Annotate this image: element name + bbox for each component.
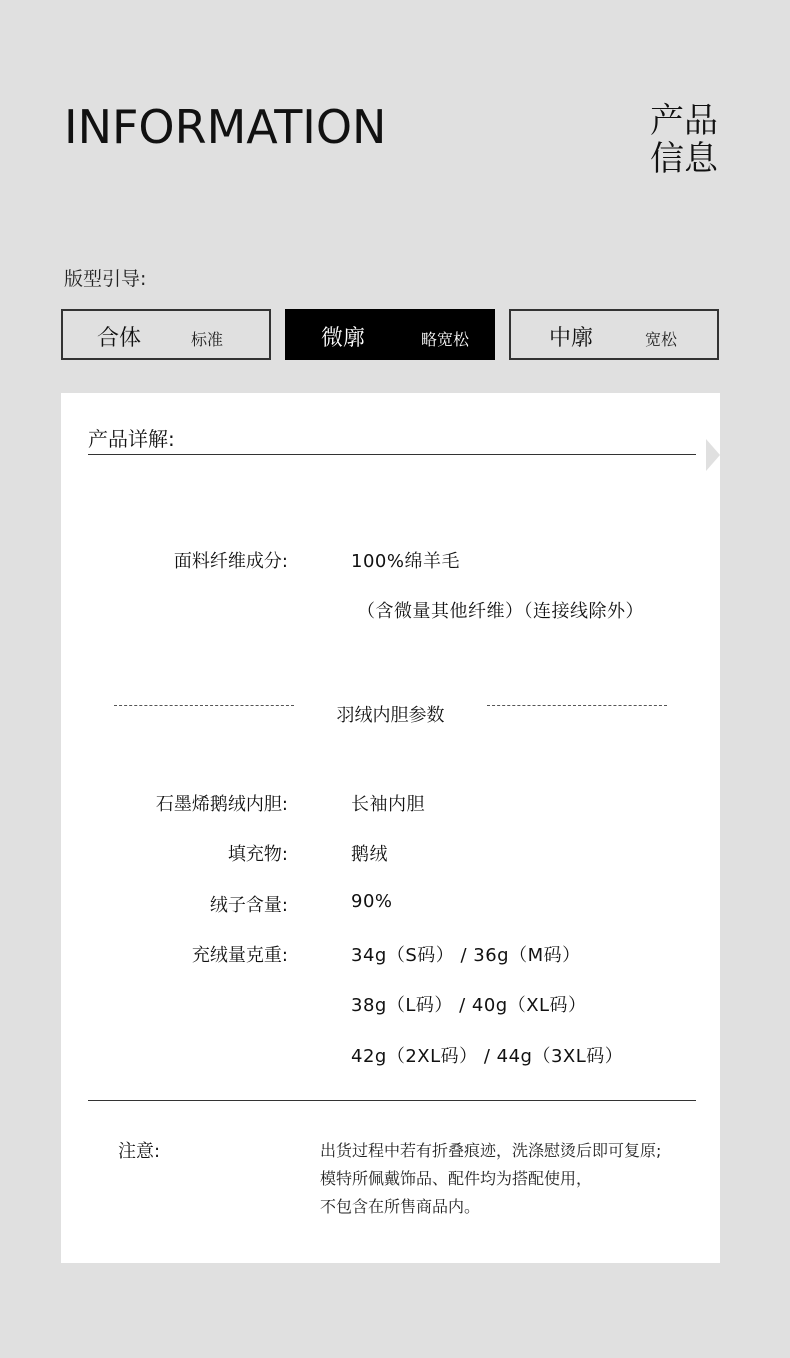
fill-weight-value: 34g（S码） / 36g（M码） [351,945,581,966]
fill-weight-label: 充绒量克重: [191,945,288,966]
fit-option-regular[interactable] [61,309,271,360]
note-text [320,1137,661,1221]
fit-guide-options [61,309,719,360]
product-details-card [61,393,720,1263]
down-content-value: 90% [351,891,393,912]
title-divider [88,454,696,455]
fit-option-main-label: 微廓 [321,326,366,351]
liner-type-label: 石墨烯鹅绒内胆: [155,794,288,815]
page-title-en: INFORMATION [64,100,387,154]
fill-weight-value-2: 38g（L码） / 40g（XL码） [351,995,587,1016]
note-line: 模特所佩戴饰品、配件均为搭配使用， [320,1169,593,1188]
note-label: 注意: [118,1141,161,1162]
filling-label: 填充物: [227,844,288,865]
down-liner-heading: 羽绒内胆参数 [336,705,445,726]
filling-value: 鹅绒 [351,844,388,865]
details-title: 产品详解: [88,427,175,451]
note-divider [88,1100,696,1101]
fit-guide-label: 版型引导: [64,268,147,290]
fabric-note: （含微量其他纤维）（连接线除外） [357,601,644,622]
page-title-cn-line1: 产品 [650,101,718,141]
fill-weight-value-3: 42g（2XL码） / 44g（3XL码） [351,1046,624,1067]
page-title-cn [648,102,720,178]
card-side-notch [706,439,720,471]
down-content-label: 绒子含量: [209,895,288,916]
fit-option-main-label: 中廓 [549,326,594,351]
liner-type-value: 长袖内胆 [351,794,425,815]
page-title-cn-line2: 信息 [650,139,718,179]
fit-option-sub-label: 宽松 [645,330,678,349]
fit-option-slightly-relaxed[interactable] [285,309,495,360]
fit-option-sub-label: 略宽松 [421,330,470,349]
fit-option-sub-label: 标准 [191,330,224,349]
fabric-value: 100%绵羊毛 [351,551,460,572]
note-line: 不包含在所售商品内。 [320,1197,481,1216]
note-line: 出货过程中若有折叠痕迹，洗涤慰烫后即可复原; [320,1141,662,1160]
right-dashed-divider [487,705,667,706]
fit-option-relaxed[interactable] [509,309,719,360]
fit-option-main-label: 合体 [97,326,142,351]
fabric-label: 面料纤维成分: [173,551,288,572]
